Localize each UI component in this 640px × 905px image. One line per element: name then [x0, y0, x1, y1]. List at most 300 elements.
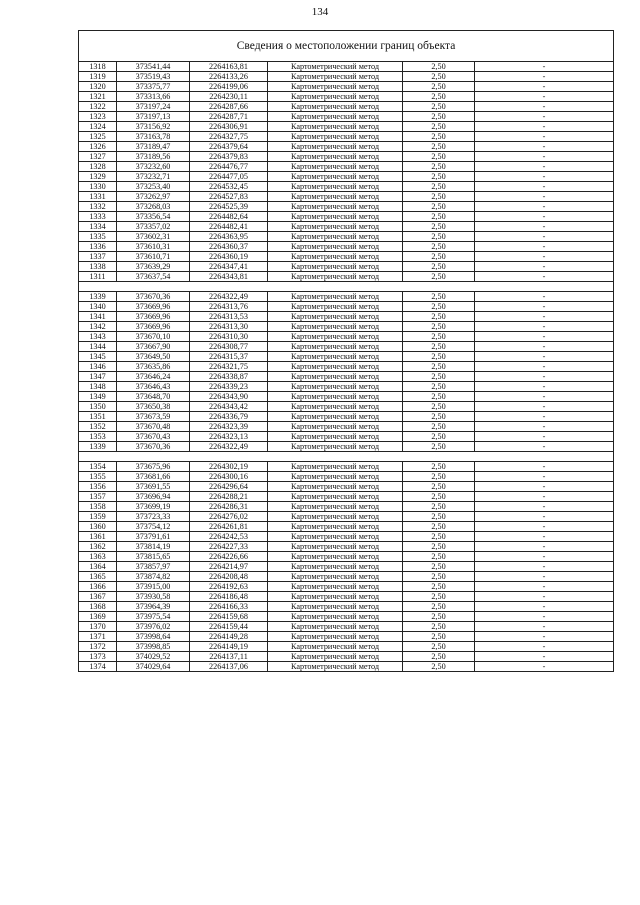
x-coordinate-cell: 373681,66 [117, 472, 190, 482]
table-row [79, 472, 614, 482]
description-cell: - [475, 182, 614, 192]
method-cell: Картометрический метод [268, 582, 403, 592]
method-cell: Картометрический метод [268, 632, 403, 642]
point-number-cell: 1320 [79, 82, 117, 92]
table-row [79, 582, 614, 592]
x-coordinate-cell: 373602,31 [117, 232, 190, 242]
point-number-cell: 1335 [79, 232, 117, 242]
description-cell: - [475, 142, 614, 152]
description-cell: - [475, 72, 614, 82]
x-coordinate-cell: 373646,24 [117, 372, 190, 382]
table-row [79, 402, 614, 412]
accuracy-cell: 2,50 [403, 372, 475, 382]
description-cell: - [475, 622, 614, 632]
description-cell: - [475, 602, 614, 612]
method-cell: Картометрический метод [268, 202, 403, 212]
x-coordinate-cell: 373874,82 [117, 572, 190, 582]
description-cell: - [475, 662, 614, 672]
description-cell: - [475, 192, 614, 202]
accuracy-cell: 2,50 [403, 222, 475, 232]
description-cell: - [475, 382, 614, 392]
table-row [79, 192, 614, 202]
method-cell: Картометрический метод [268, 92, 403, 102]
description-cell: - [475, 92, 614, 102]
method-cell: Картометрический метод [268, 242, 403, 252]
method-cell: Картометрический метод [268, 252, 403, 262]
y-coordinate-cell: 2264137,06 [190, 662, 268, 672]
y-coordinate-cell: 2264163,81 [190, 62, 268, 72]
x-coordinate-cell: 373519,43 [117, 72, 190, 82]
method-cell: Картометрический метод [268, 112, 403, 122]
description-cell: - [475, 172, 614, 182]
table-row [79, 522, 614, 532]
description-cell: - [475, 242, 614, 252]
accuracy-cell: 2,50 [403, 362, 475, 372]
y-coordinate-cell: 2264315,37 [190, 352, 268, 362]
accuracy-cell: 2,50 [403, 332, 475, 342]
table-row [79, 662, 614, 672]
x-coordinate-cell: 373197,24 [117, 102, 190, 112]
x-coordinate-cell: 373791,61 [117, 532, 190, 542]
x-coordinate-cell: 373357,02 [117, 222, 190, 232]
table-row [79, 502, 614, 512]
page-number: 134 [311, 6, 329, 18]
table-row [79, 432, 614, 442]
method-cell: Картометрический метод [268, 302, 403, 312]
x-coordinate-cell: 373650,38 [117, 402, 190, 412]
point-number-cell: 1330 [79, 182, 117, 192]
y-coordinate-cell: 2264288,21 [190, 492, 268, 502]
table-row [79, 172, 614, 182]
y-coordinate-cell: 2264347,41 [190, 262, 268, 272]
table-row [79, 252, 614, 262]
y-coordinate-cell: 2264199,06 [190, 82, 268, 92]
method-cell: Картометрический метод [268, 422, 403, 432]
point-number-cell: 1369 [79, 612, 117, 622]
point-number-cell: 1345 [79, 352, 117, 362]
point-number-cell: 1353 [79, 432, 117, 442]
method-cell: Картометрический метод [268, 102, 403, 112]
x-coordinate-cell: 373754,12 [117, 522, 190, 532]
x-coordinate-cell: 373637,54 [117, 272, 190, 282]
description-cell: - [475, 612, 614, 622]
description-cell: - [475, 492, 614, 502]
x-coordinate-cell: 373262,97 [117, 192, 190, 202]
description-cell: - [475, 342, 614, 352]
point-number-cell: 1362 [79, 542, 117, 552]
y-coordinate-cell: 2264166,33 [190, 602, 268, 612]
x-coordinate-cell: 373669,96 [117, 312, 190, 322]
point-number-cell: 1311 [79, 272, 117, 282]
table-row [79, 312, 614, 322]
accuracy-cell: 2,50 [403, 482, 475, 492]
description-cell: - [475, 102, 614, 112]
point-number-cell: 1339 [79, 292, 117, 302]
y-coordinate-cell: 2264482,41 [190, 222, 268, 232]
method-cell: Картометрический метод [268, 642, 403, 652]
description-cell: - [475, 592, 614, 602]
table-row [79, 332, 614, 342]
point-number-cell: 1321 [79, 92, 117, 102]
description-cell: - [475, 412, 614, 422]
accuracy-cell: 2,50 [403, 662, 475, 672]
point-number-cell: 1323 [79, 112, 117, 122]
accuracy-cell: 2,50 [403, 542, 475, 552]
description-cell: - [475, 152, 614, 162]
accuracy-cell: 2,50 [403, 182, 475, 192]
point-number-cell: 1344 [79, 342, 117, 352]
x-coordinate-cell: 373253,40 [117, 182, 190, 192]
separator-cell [79, 452, 614, 462]
y-coordinate-cell: 2264242,53 [190, 532, 268, 542]
accuracy-cell: 2,50 [403, 142, 475, 152]
description-cell: - [475, 202, 614, 212]
table-row [79, 372, 614, 382]
accuracy-cell: 2,50 [403, 632, 475, 642]
table-row [79, 412, 614, 422]
y-coordinate-cell: 2264287,66 [190, 102, 268, 112]
table-row [79, 112, 614, 122]
method-cell: Картометрический метод [268, 372, 403, 382]
accuracy-cell: 2,50 [403, 132, 475, 142]
description-cell: - [475, 522, 614, 532]
table-row [79, 182, 614, 192]
method-cell: Картометрический метод [268, 512, 403, 522]
x-coordinate-cell: 373857,97 [117, 562, 190, 572]
y-coordinate-cell: 2264379,64 [190, 142, 268, 152]
description-cell: - [475, 112, 614, 122]
point-number-cell: 1343 [79, 332, 117, 342]
point-number-cell: 1368 [79, 602, 117, 612]
point-number-cell: 1371 [79, 632, 117, 642]
accuracy-cell: 2,50 [403, 232, 475, 242]
method-cell: Картометрический метод [268, 212, 403, 222]
x-coordinate-cell: 373375,77 [117, 82, 190, 92]
method-cell: Картометрический метод [268, 342, 403, 352]
y-coordinate-cell: 2264313,53 [190, 312, 268, 322]
point-number-cell: 1334 [79, 222, 117, 232]
description-cell: - [475, 212, 614, 222]
y-coordinate-cell: 2264159,44 [190, 622, 268, 632]
accuracy-cell: 2,50 [403, 442, 475, 452]
description-cell: - [475, 402, 614, 412]
accuracy-cell: 2,50 [403, 412, 475, 422]
y-coordinate-cell: 2264149,28 [190, 632, 268, 642]
table-row [79, 392, 614, 402]
description-cell: - [475, 542, 614, 552]
accuracy-cell: 2,50 [403, 242, 475, 252]
point-number-cell: 1370 [79, 622, 117, 632]
y-coordinate-cell: 2264276,02 [190, 512, 268, 522]
table-row [79, 122, 614, 132]
x-coordinate-cell: 373610,31 [117, 242, 190, 252]
x-coordinate-cell: 373814,19 [117, 542, 190, 552]
description-cell: - [475, 392, 614, 402]
table-row [79, 532, 614, 542]
accuracy-cell: 2,50 [403, 582, 475, 592]
x-coordinate-cell: 373696,94 [117, 492, 190, 502]
y-coordinate-cell: 2264313,30 [190, 322, 268, 332]
accuracy-cell: 2,50 [403, 312, 475, 322]
accuracy-cell: 2,50 [403, 62, 475, 72]
y-coordinate-cell: 2264323,39 [190, 422, 268, 432]
accuracy-cell: 2,50 [403, 472, 475, 482]
accuracy-cell: 2,50 [403, 602, 475, 612]
table-row [79, 72, 614, 82]
table-row [79, 462, 614, 472]
y-coordinate-cell: 2264363,95 [190, 232, 268, 242]
point-number-cell: 1325 [79, 132, 117, 142]
point-number-cell: 1355 [79, 472, 117, 482]
point-number-cell: 1373 [79, 652, 117, 662]
y-coordinate-cell: 2264300,16 [190, 472, 268, 482]
table-row [79, 552, 614, 562]
table-row [79, 642, 614, 652]
y-coordinate-cell: 2264321,75 [190, 362, 268, 372]
point-number-cell: 1324 [79, 122, 117, 132]
y-coordinate-cell: 2264532,45 [190, 182, 268, 192]
method-cell: Картометрический метод [268, 552, 403, 562]
x-coordinate-cell: 373670,48 [117, 422, 190, 432]
x-coordinate-cell: 373163,78 [117, 132, 190, 142]
description-cell: - [475, 572, 614, 582]
x-coordinate-cell: 373669,96 [117, 302, 190, 312]
description-cell: - [475, 362, 614, 372]
method-cell: Картометрический метод [268, 292, 403, 302]
method-cell: Картометрический метод [268, 482, 403, 492]
x-coordinate-cell: 374029,64 [117, 662, 190, 672]
description-cell: - [475, 482, 614, 492]
x-coordinate-cell: 373723,33 [117, 512, 190, 522]
y-coordinate-cell: 2264360,19 [190, 252, 268, 262]
table-title: Сведения о местоположении границ объекта [79, 31, 614, 62]
point-number-cell: 1339 [79, 442, 117, 452]
description-cell: - [475, 82, 614, 92]
point-number-cell: 1351 [79, 412, 117, 422]
point-number-cell: 1374 [79, 662, 117, 672]
table-row [79, 62, 614, 72]
y-coordinate-cell: 2264186,48 [190, 592, 268, 602]
table-row [79, 652, 614, 662]
description-cell: - [475, 352, 614, 362]
point-number-cell: 1342 [79, 322, 117, 332]
x-coordinate-cell: 373675,96 [117, 462, 190, 472]
point-number-cell: 1366 [79, 582, 117, 592]
point-number-cell: 1365 [79, 572, 117, 582]
method-cell: Картометрический метод [268, 662, 403, 672]
point-number-cell: 1346 [79, 362, 117, 372]
x-coordinate-cell: 373639,29 [117, 262, 190, 272]
point-number-cell: 1332 [79, 202, 117, 212]
x-coordinate-cell: 373268,03 [117, 202, 190, 212]
x-coordinate-cell: 373648,70 [117, 392, 190, 402]
point-number-cell: 1357 [79, 492, 117, 502]
y-coordinate-cell: 2264313,76 [190, 302, 268, 312]
accuracy-cell: 2,50 [403, 642, 475, 652]
point-number-cell: 1331 [79, 192, 117, 202]
x-coordinate-cell: 373669,96 [117, 322, 190, 332]
method-cell: Картометрический метод [268, 262, 403, 272]
accuracy-cell: 2,50 [403, 342, 475, 352]
table-row [79, 512, 614, 522]
method-cell: Картометрический метод [268, 272, 403, 282]
accuracy-cell: 2,50 [403, 212, 475, 222]
description-cell: - [475, 232, 614, 242]
accuracy-cell: 2,50 [403, 462, 475, 472]
accuracy-cell: 2,50 [403, 122, 475, 132]
table-row [79, 572, 614, 582]
point-number-cell: 1337 [79, 252, 117, 262]
point-number-cell: 1359 [79, 512, 117, 522]
point-number-cell: 1341 [79, 312, 117, 322]
method-cell: Картометрический метод [268, 572, 403, 582]
table-row [79, 622, 614, 632]
table-row [79, 592, 614, 602]
point-number-cell: 1354 [79, 462, 117, 472]
y-coordinate-cell: 2264308,77 [190, 342, 268, 352]
description-cell: - [475, 262, 614, 272]
x-coordinate-cell: 373635,86 [117, 362, 190, 372]
description-cell: - [475, 252, 614, 262]
description-cell: - [475, 312, 614, 322]
point-number-cell: 1364 [79, 562, 117, 572]
x-coordinate-cell: 373670,36 [117, 442, 190, 452]
table-row [79, 632, 614, 642]
x-coordinate-cell: 373670,36 [117, 292, 190, 302]
accuracy-cell: 2,50 [403, 612, 475, 622]
accuracy-cell: 2,50 [403, 202, 475, 212]
y-coordinate-cell: 2264343,90 [190, 392, 268, 402]
method-cell: Картометрический метод [268, 652, 403, 662]
accuracy-cell: 2,50 [403, 302, 475, 312]
group-separator-row [79, 282, 614, 292]
accuracy-cell: 2,50 [403, 652, 475, 662]
y-coordinate-cell: 2264323,13 [190, 432, 268, 442]
x-coordinate-cell: 373964,39 [117, 602, 190, 612]
accuracy-cell: 2,50 [403, 382, 475, 392]
x-coordinate-cell: 373232,60 [117, 162, 190, 172]
y-coordinate-cell: 2264322,49 [190, 442, 268, 452]
y-coordinate-cell: 2264286,31 [190, 502, 268, 512]
y-coordinate-cell: 2264133,26 [190, 72, 268, 82]
y-coordinate-cell: 2264476,77 [190, 162, 268, 172]
x-coordinate-cell: 373915,00 [117, 582, 190, 592]
y-coordinate-cell: 2264482,64 [190, 212, 268, 222]
table-body [79, 62, 614, 672]
method-cell: Картометрический метод [268, 472, 403, 482]
method-cell: Картометрический метод [268, 322, 403, 332]
accuracy-cell: 2,50 [403, 532, 475, 542]
point-number-cell: 1372 [79, 642, 117, 652]
description-cell: - [475, 222, 614, 232]
y-coordinate-cell: 2264339,23 [190, 382, 268, 392]
table-row [79, 352, 614, 362]
y-coordinate-cell: 2264149,19 [190, 642, 268, 652]
y-coordinate-cell: 2264306,91 [190, 122, 268, 132]
y-coordinate-cell: 2264159,68 [190, 612, 268, 622]
method-cell: Картометрический метод [268, 72, 403, 82]
accuracy-cell: 2,50 [403, 392, 475, 402]
point-number-cell: 1326 [79, 142, 117, 152]
method-cell: Картометрический метод [268, 62, 403, 72]
description-cell: - [475, 292, 614, 302]
y-coordinate-cell: 2264527,83 [190, 192, 268, 202]
y-coordinate-cell: 2264287,71 [190, 112, 268, 122]
table-row [79, 82, 614, 92]
point-number-cell: 1333 [79, 212, 117, 222]
x-coordinate-cell: 373156,92 [117, 122, 190, 132]
method-cell: Картометрический метод [268, 402, 403, 412]
method-cell: Картометрический метод [268, 332, 403, 342]
x-coordinate-cell: 373189,56 [117, 152, 190, 162]
y-coordinate-cell: 2264227,33 [190, 542, 268, 552]
accuracy-cell: 2,50 [403, 172, 475, 182]
accuracy-cell: 2,50 [403, 162, 475, 172]
table-row [79, 142, 614, 152]
table-row [79, 542, 614, 552]
y-coordinate-cell: 2264338,87 [190, 372, 268, 382]
accuracy-cell: 2,50 [403, 492, 475, 502]
method-cell: Картометрический метод [268, 222, 403, 232]
accuracy-cell: 2,50 [403, 572, 475, 582]
table-row [79, 132, 614, 142]
x-coordinate-cell: 373646,43 [117, 382, 190, 392]
accuracy-cell: 2,50 [403, 262, 475, 272]
table-row [79, 292, 614, 302]
method-cell: Картометрический метод [268, 312, 403, 322]
method-cell: Картометрический метод [268, 192, 403, 202]
method-cell: Картометрический метод [268, 522, 403, 532]
x-coordinate-cell: 373699,19 [117, 502, 190, 512]
method-cell: Картометрический метод [268, 602, 403, 612]
table-row [79, 92, 614, 102]
point-number-cell: 1363 [79, 552, 117, 562]
x-coordinate-cell: 373673,59 [117, 412, 190, 422]
method-cell: Картометрический метод [268, 592, 403, 602]
x-coordinate-cell: 373975,54 [117, 612, 190, 622]
point-number-cell: 1329 [79, 172, 117, 182]
y-coordinate-cell: 2264192,63 [190, 582, 268, 592]
y-coordinate-cell: 2264322,49 [190, 292, 268, 302]
table-row [79, 262, 614, 272]
point-number-cell: 1360 [79, 522, 117, 532]
accuracy-cell: 2,50 [403, 152, 475, 162]
point-number-cell: 1350 [79, 402, 117, 412]
accuracy-cell: 2,50 [403, 252, 475, 262]
description-cell: - [475, 322, 614, 332]
accuracy-cell: 2,50 [403, 522, 475, 532]
description-cell: - [475, 472, 614, 482]
y-coordinate-cell: 2264296,64 [190, 482, 268, 492]
table-row [79, 602, 614, 612]
y-coordinate-cell: 2264343,81 [190, 272, 268, 282]
table-row [79, 342, 614, 352]
accuracy-cell: 2,50 [403, 102, 475, 112]
accuracy-cell: 2,50 [403, 502, 475, 512]
description-cell: - [475, 582, 614, 592]
table-row [79, 362, 614, 372]
x-coordinate-cell: 373667,90 [117, 342, 190, 352]
table-row [79, 612, 614, 622]
point-number-cell: 1358 [79, 502, 117, 512]
table-row [79, 272, 614, 282]
table-row [79, 152, 614, 162]
coordinates-sheet [78, 30, 613, 672]
group-separator-row [79, 452, 614, 462]
method-cell: Картометрический метод [268, 612, 403, 622]
description-cell: - [475, 372, 614, 382]
table-row [79, 242, 614, 252]
